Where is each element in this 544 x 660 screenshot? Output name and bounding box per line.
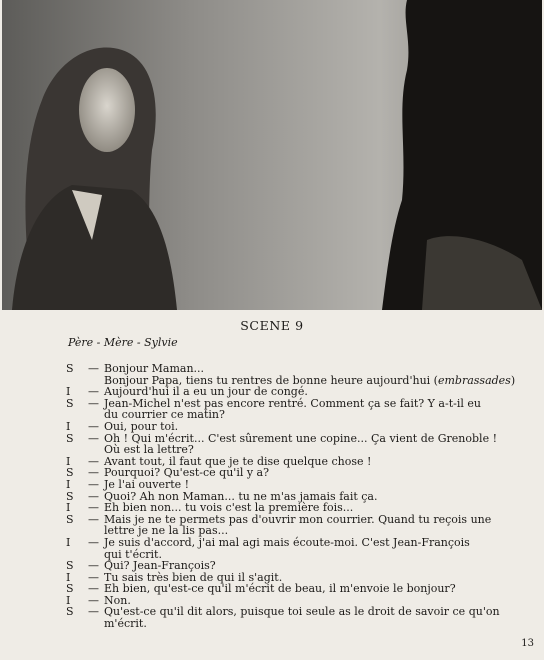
dialogue-text: Oh ! Qui m'écrit... C'est sûrement une copine... Ça vient de Grenoble ! — [104, 431, 498, 445]
dialogue-dash: — — [88, 605, 99, 619]
dialogue-text: Eh bien non... tu vois c'est la première fois... — [104, 501, 354, 515]
dialogue-text: Eh bien, qu'est-ce qu'il m'écrit de beau, il m'envoie le bonjour? — [104, 582, 456, 596]
dialogue-dash: — — [88, 489, 99, 503]
speaker-initial: I — [66, 419, 71, 433]
dialogue-text: Jean-Michel n'est pas encore rentré. Comment ça se fait? Y a-t-il eu — [104, 396, 481, 410]
dialogue-dash: — — [88, 593, 99, 607]
stage-direction: embrassades — [437, 373, 511, 387]
dialogue-dash — [88, 618, 104, 630]
dialogue-dash: — — [88, 582, 99, 596]
dialogue-text: Qui? Jean-François? — [104, 559, 216, 573]
speaker-initial: I — [66, 501, 71, 515]
speaker-initial: S — [66, 362, 74, 375]
dialogue-text: Je l'ai ouverte ! — [104, 477, 190, 491]
dialogue-dash: — — [88, 419, 99, 433]
speaker-initial: I — [66, 535, 71, 549]
speaker-initial: S — [66, 605, 74, 619]
dialogue-text: Qu'est-ce qu'il dit alors, puisque toi seule as le droit de savoir ce qu'on — [104, 605, 500, 619]
speaker-initial: S — [66, 396, 74, 410]
dialogue-text: Tu sais très bien de qui il s'agit. — [104, 570, 283, 584]
dialogue-text: Avant tout, il faut que je te dise quelque chose ! — [104, 454, 372, 468]
speaker-initial — [66, 444, 88, 456]
cast-list: Père - Mère - Sylvie — [68, 336, 178, 349]
dialogue-block — [66, 362, 516, 631]
speaker-initial: I — [66, 593, 71, 607]
dialogue-dash: — — [88, 396, 99, 410]
speaker-initial: S — [66, 559, 74, 573]
photo-illustration — [2, 0, 542, 310]
dialogue-dash: — — [88, 385, 99, 399]
speaker-initial: I — [66, 454, 71, 468]
speaker-initial: I — [66, 385, 71, 399]
dialogue-dash: — — [88, 535, 99, 549]
dialogue-dash: — — [88, 512, 99, 526]
page-number: 13 — [521, 638, 534, 649]
dialogue-text: Je suis d'accord, j'ai mal agi mais écoute-moi. C'est Jean-François — [104, 535, 470, 549]
dialogue-text: lettre je ne la lis pas... — [104, 524, 229, 538]
dialogue-text: Quoi? Ah non Maman... tu ne m'as jamais fait ça. — [104, 489, 378, 503]
speaker-initial: S — [66, 431, 74, 445]
dialogue-text: m'écrit. — [104, 617, 147, 631]
dialogue-text: Oui, pour toi. — [104, 419, 179, 433]
dialogue-dash: — — [88, 454, 99, 468]
dialogue-text: du courrier ce matin? — [104, 408, 225, 422]
dialogue-dash: — — [88, 431, 99, 445]
scene-title: SCENE 9 — [240, 318, 304, 333]
speaker-initial: S — [66, 489, 74, 503]
dialogue-dash: — — [88, 501, 99, 515]
dialogue-dash: — — [88, 477, 99, 491]
dialogue-line — [66, 618, 481, 630]
dialogue-text: qui t'écrit. — [104, 547, 162, 561]
dialogue-dash: — — [88, 466, 99, 480]
speaker-initial: S — [66, 582, 74, 596]
dialogue-text: Pourquoi? Qu'est-ce qu'il y a? — [104, 466, 270, 480]
dialogue-dash: — — [88, 570, 99, 584]
speaker-initial: I — [66, 477, 71, 491]
speaker-initial — [66, 618, 88, 630]
dialogue-dash: — — [88, 559, 99, 573]
speaker-initial: S — [66, 466, 74, 480]
dialogue-text: Bonjour Maman... — [104, 362, 205, 375]
dialogue-text: Où est la lettre? — [104, 443, 194, 457]
dialogue-text: Aujourd'hui il a eu un jour de congé. — [104, 385, 308, 399]
film-still-photo — [2, 0, 542, 310]
speaker-initial: I — [66, 570, 71, 584]
dialogue-text: Bonjour Papa, tiens tu rentres de bonne heure aujourd'hui (embrassades) — [104, 373, 516, 387]
speaker-initial: S — [66, 512, 74, 526]
dialogue-text: Non. — [104, 593, 131, 607]
dialogue-text: Mais je ne te permets pas d'ouvrir mon courrier. Quand tu reçois une — [104, 512, 492, 526]
dialogue-dash — [88, 444, 104, 456]
dialogue-dash: — — [88, 362, 99, 375]
